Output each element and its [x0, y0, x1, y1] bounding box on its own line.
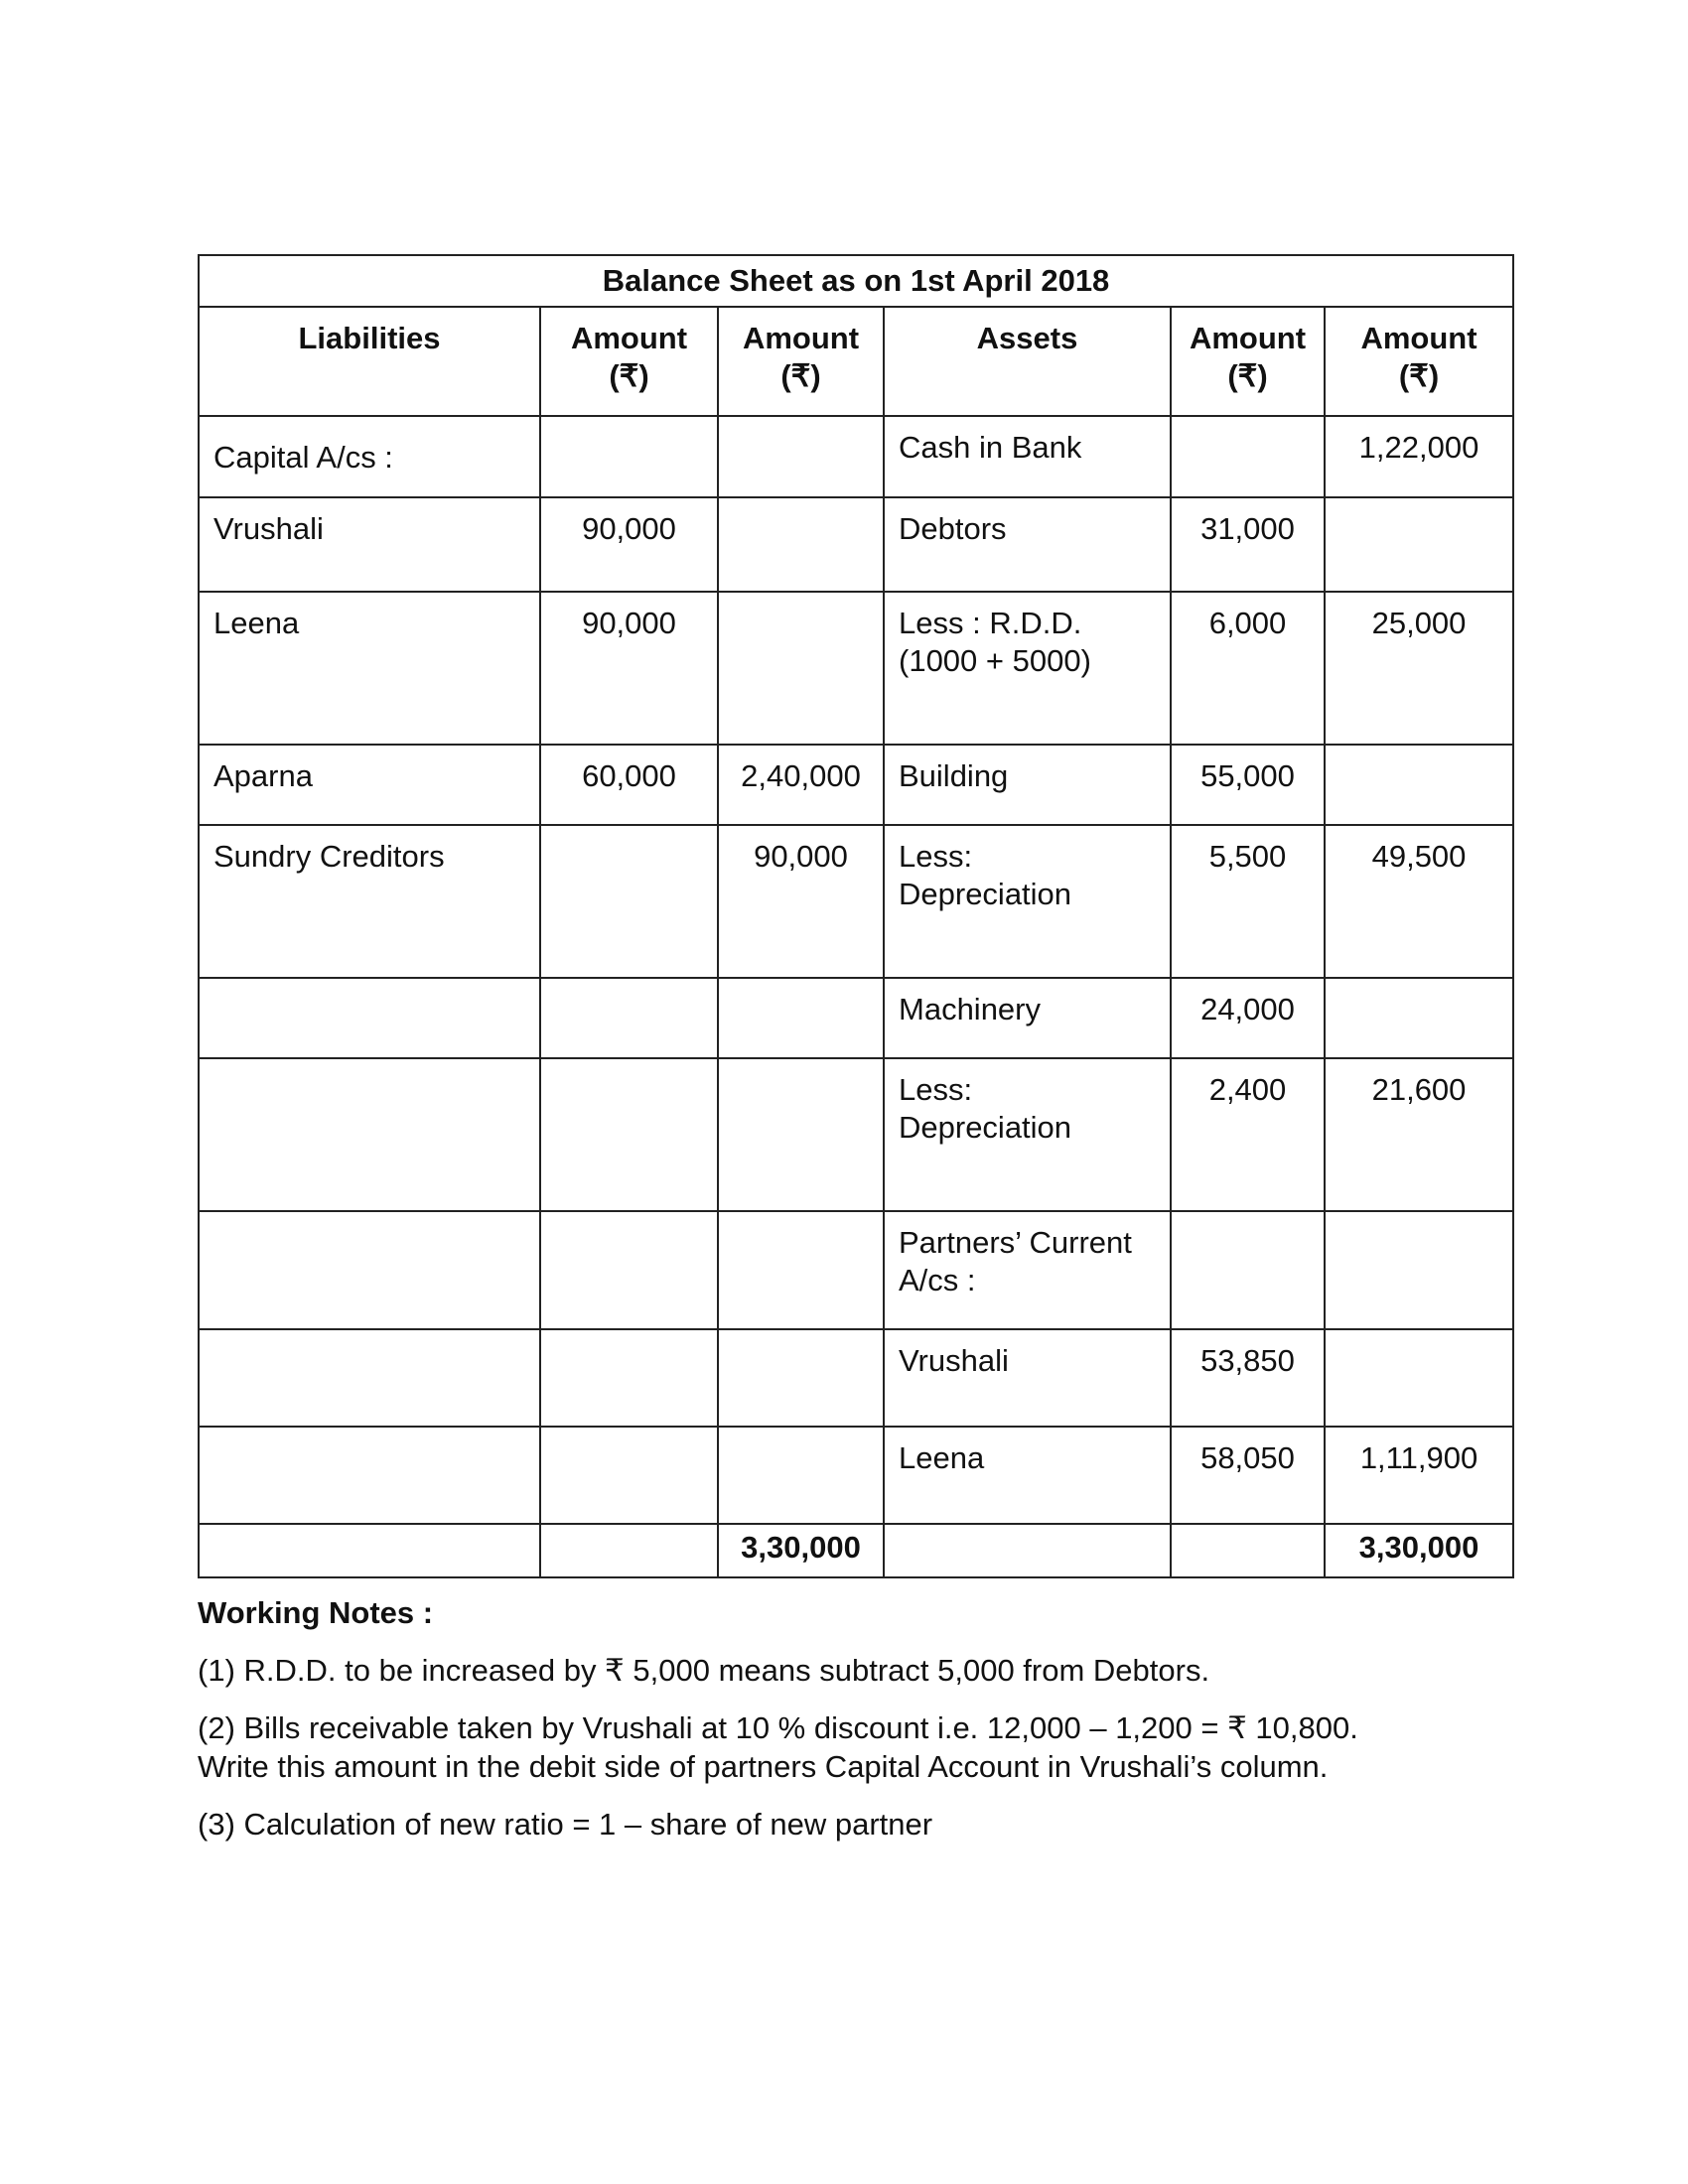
liability-amount — [540, 1329, 718, 1427]
liability-total-amount — [718, 497, 884, 592]
note-item: (3) Calculation of new ratio = 1 – share of new partner — [198, 1807, 933, 1842]
asset-total-amount — [1325, 497, 1513, 592]
asset-amount: 53,850 — [1171, 1329, 1325, 1427]
asset-amount — [1171, 416, 1325, 497]
liability-total-amount: 90,000 — [718, 825, 884, 978]
liability-label: Leena — [199, 592, 540, 745]
liability-amount: 90,000 — [540, 592, 718, 745]
empty-cell — [1171, 1524, 1325, 1577]
table-row — [199, 745, 1513, 825]
asset-total-amount — [1325, 978, 1513, 1058]
asset-total-amount: 1,11,900 — [1325, 1427, 1513, 1524]
liabilities-total: 3,30,000 — [718, 1524, 884, 1577]
notes-heading: Working Notes : — [198, 1595, 434, 1630]
asset-amount: 55,000 — [1171, 745, 1325, 825]
asset-total-amount — [1325, 745, 1513, 825]
asset-label: Cash in Bank — [884, 416, 1171, 497]
asset-amount: 6,000 — [1171, 592, 1325, 745]
liability-amount: 90,000 — [540, 497, 718, 592]
header-amount-text: Amount (₹) — [1189, 321, 1307, 393]
table-row — [199, 1427, 1513, 1524]
empty-cell — [540, 1524, 718, 1577]
asset-amount: 2,400 — [1171, 1058, 1325, 1211]
table-row — [199, 416, 1513, 497]
header-amount-text: Amount (₹) — [1360, 321, 1477, 393]
asset-amount: 31,000 — [1171, 497, 1325, 592]
liability-label — [199, 1211, 540, 1329]
liability-total-amount — [718, 978, 884, 1058]
liability-label — [199, 978, 540, 1058]
balance-sheet-table — [198, 254, 1514, 1578]
header-row — [199, 307, 1513, 416]
asset-label: Less : R.D.D. (1000 + 5000) — [884, 592, 1171, 745]
assets-total: 3,30,000 — [1325, 1524, 1513, 1577]
header-liabilities: Liabilities — [199, 307, 540, 416]
liability-amount — [540, 1427, 718, 1524]
header-amount-text: Amount (₹) — [742, 321, 860, 393]
liability-amount — [540, 1058, 718, 1211]
liability-total-amount — [718, 416, 884, 497]
table-row — [199, 592, 1513, 745]
asset-total-amount: 21,600 — [1325, 1058, 1513, 1211]
header-amount — [1325, 307, 1513, 416]
asset-amount: 24,000 — [1171, 978, 1325, 1058]
liability-label — [199, 1427, 540, 1524]
liability-label: Sundry Creditors — [199, 825, 540, 978]
liability-label: Capital A/cs : — [199, 416, 540, 497]
header-amount — [1171, 307, 1325, 416]
liability-amount — [540, 416, 718, 497]
table-body — [199, 416, 1513, 1524]
liability-amount — [540, 978, 718, 1058]
header-amount — [718, 307, 884, 416]
title-row — [199, 255, 1513, 307]
asset-total-amount — [1325, 1329, 1513, 1427]
table-row — [199, 497, 1513, 592]
table-row — [199, 825, 1513, 978]
header-assets: Assets — [884, 307, 1171, 416]
liability-label: Aparna — [199, 745, 540, 825]
asset-label: Less: Depreciation — [884, 1058, 1171, 1211]
header-amount-text: Amount (₹) — [570, 321, 688, 393]
liability-amount — [540, 825, 718, 978]
empty-cell — [199, 1524, 540, 1577]
table-row — [199, 1329, 1513, 1427]
liability-total-amount — [718, 1211, 884, 1329]
liability-total-amount — [718, 1427, 884, 1524]
empty-cell — [884, 1524, 1171, 1577]
liability-amount — [540, 1211, 718, 1329]
asset-amount: 58,050 — [1171, 1427, 1325, 1524]
working-notes — [198, 1593, 1518, 1862]
liability-label — [199, 1329, 540, 1427]
asset-label: Less: Depreciation — [884, 825, 1171, 978]
asset-label: Leena — [884, 1427, 1171, 1524]
liability-label — [199, 1058, 540, 1211]
asset-label: Vrushali — [884, 1329, 1171, 1427]
header-amount — [540, 307, 718, 416]
asset-total-amount: 49,500 — [1325, 825, 1513, 978]
liability-total-amount — [718, 592, 884, 745]
balance-sheet-title: Balance Sheet as on 1st April 2018 — [199, 255, 1513, 307]
note-item: (1) R.D.D. to be increased by ₹ 5,000 means subtract 5,000 from Debtors. — [198, 1653, 1210, 1688]
asset-label: Debtors — [884, 497, 1171, 592]
liability-total-amount — [718, 1058, 884, 1211]
asset-label: Partners’ Current A/cs : — [884, 1211, 1171, 1329]
totals-row — [199, 1524, 1513, 1577]
table-row — [199, 1058, 1513, 1211]
asset-total-amount: 25,000 — [1325, 592, 1513, 745]
asset-label: Building — [884, 745, 1171, 825]
asset-amount: 5,500 — [1171, 825, 1325, 978]
asset-amount — [1171, 1211, 1325, 1329]
asset-total-amount: 1,22,000 — [1325, 416, 1513, 497]
table-row — [199, 1211, 1513, 1329]
asset-label: Machinery — [884, 978, 1171, 1058]
liability-total-amount — [718, 1329, 884, 1427]
table-row — [199, 978, 1513, 1058]
liability-total-amount: 2,40,000 — [718, 745, 884, 825]
note-item: (2) Bills receivable taken by Vrushali at 10 % discount i.e. 12,000 – 1,200 = ₹ 10,800. Write this amount in the debit side of partners Capital Account in Vrushali’s column. — [198, 1710, 1358, 1784]
liability-label: Vrushali — [199, 497, 540, 592]
liability-amount: 60,000 — [540, 745, 718, 825]
asset-total-amount — [1325, 1211, 1513, 1329]
